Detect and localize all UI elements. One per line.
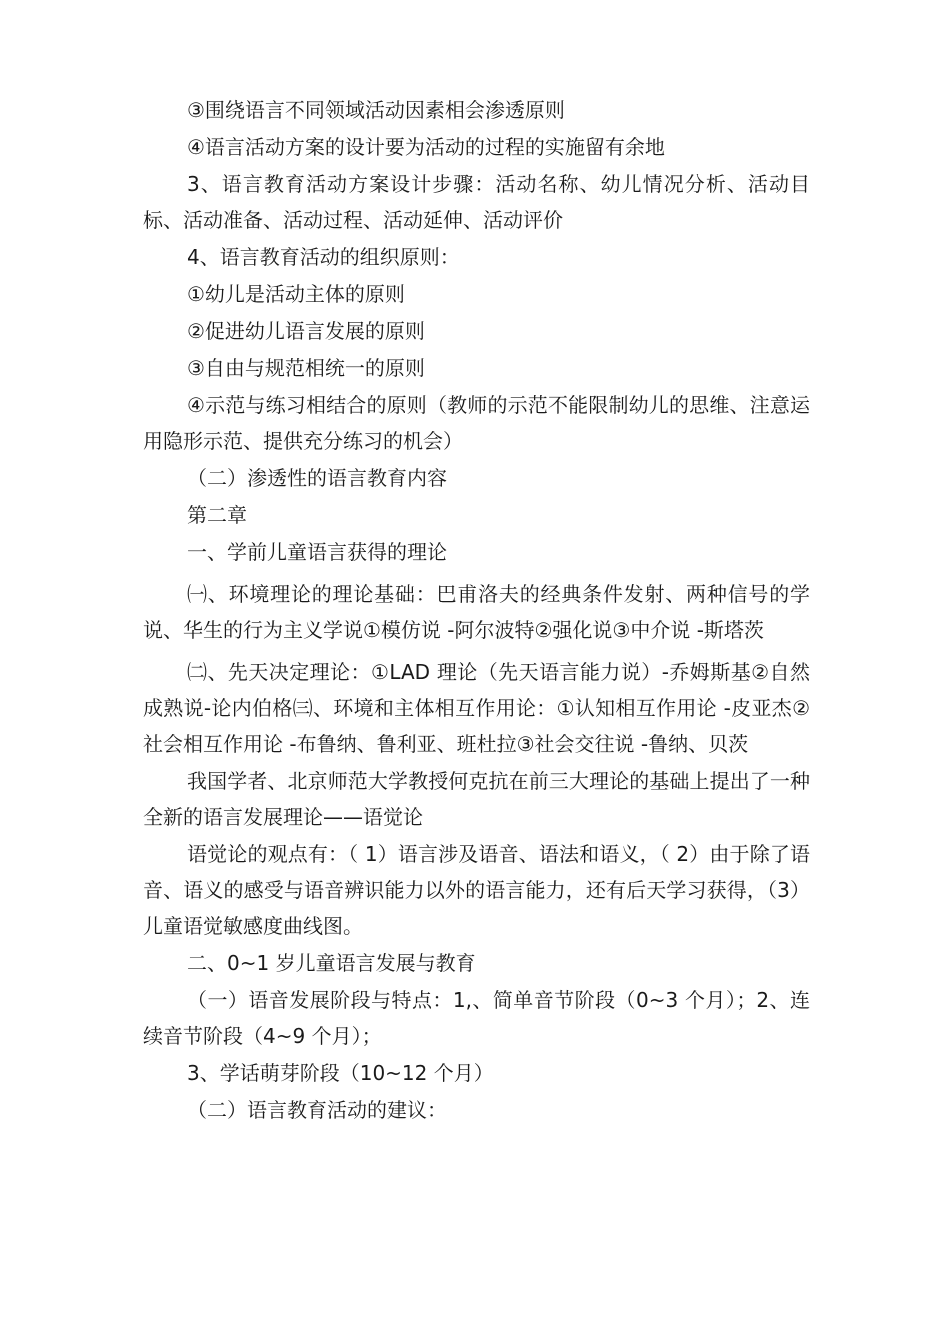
paragraph-innate-theory: ㈡、先天决定理论：①LAD 理论（先天语言能力说）-乔姆斯基②自然成熟说-论内伯格㈢、环境和主体相互作用论：①认知相互作用论 -皮亚杰②社会相互作用论 -布鲁纳、鲁利亚、班杜拉③社会交往说 -鲁纳、贝茨 (143, 660, 810, 756)
paragraph-age-0-1-heading: 二、0~1 岁儿童语言发展与教育 (187, 951, 476, 975)
document-body (143, 92, 810, 1129)
paragraph-org-principle-3: ③自由与规范相统一的原则 (187, 356, 425, 380)
paragraph-org-principle-1: ①幼儿是活动主体的原则 (187, 282, 405, 306)
paragraph-phonetic-stages: （一）语音发展阶段与特点：1,、简单音节阶段（0~3 个月）；2、连续音节阶段（4~9 个月）； (143, 988, 810, 1048)
paragraph-yujue-views: 语觉论的观点有：（ 1）语言涉及语音、语法和语义，（ 2）由于除了语音、语义的感受与语音辨识能力以外的语言能力，还有后天学习获得，（3）儿童语觉敏感度曲线图。 (143, 842, 810, 938)
paragraph-section-heading: （二）渗透性的语言教育内容 (187, 466, 447, 490)
paragraph-principle-3: ③围绕语言不同领域活动因素相会渗透原则 (187, 98, 565, 122)
paragraph-org-principle-2: ②促进幼儿语言发展的原则 (187, 319, 425, 343)
chapter-heading: 第二章 (187, 503, 247, 527)
paragraph-babbling-stage: 3、学话萌芽阶段（10~12 个月） (187, 1061, 494, 1085)
paragraph-organization-principles: 4、语言教育活动的组织原则： (187, 245, 460, 269)
paragraph-org-principle-4: ④示范与练习相结合的原则（教师的示范不能限制幼儿的思维、注意运用隐形示范、提供充分练习的机会） (143, 393, 810, 453)
paragraph-theory-heading: 一、学前儿童语言获得的理论 (187, 540, 447, 564)
paragraph-yujue-theory: 我国学者、北京师范大学教授何克抗在前三大理论的基础上提出了一种全新的语言发展理论——语觉论 (143, 769, 810, 829)
paragraph-principle-4: ④语言活动方案的设计要为活动的过程的实施留有余地 (187, 135, 665, 159)
paragraph-environment-theory: ㈠、环境理论的理论基础：巴甫洛夫的经典条件发射、两种信号的学说、华生的行为主义学说①模仿说 -阿尔波特②强化说③中介说 -斯塔茨 (143, 582, 810, 642)
paragraph-education-suggestions: （二）语言教育活动的建议： (187, 1098, 447, 1122)
paragraph-design-steps: 3、语言教育活动方案设计步骤：活动名称、幼儿情况分析、活动目标、活动准备、活动过程、活动延伸、活动评价 (143, 172, 810, 232)
